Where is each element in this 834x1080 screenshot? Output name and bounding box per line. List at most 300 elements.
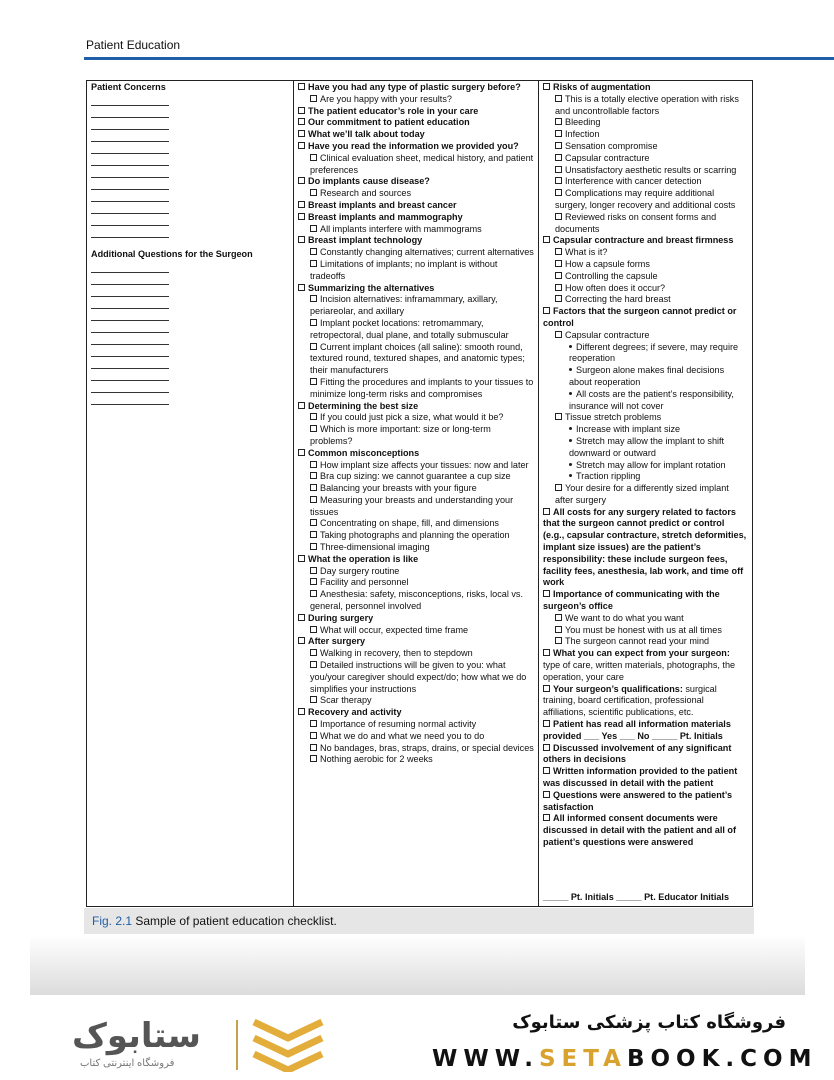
setabook-chevron-icon: [250, 1018, 326, 1072]
checklist-item: [543, 283, 748, 295]
concern-write-line[interactable]: [91, 142, 169, 154]
checkbox-icon[interactable]: [310, 590, 317, 597]
checkbox-icon[interactable]: [298, 284, 305, 291]
checkbox-icon[interactable]: [310, 378, 317, 385]
question-write-line[interactable]: [91, 285, 169, 297]
checklist-item: [543, 330, 748, 342]
checklist-item: [543, 129, 748, 141]
patient-notes-column: [87, 81, 293, 906]
checklist-item-text: Interference with cancer detection: [565, 176, 702, 187]
concern-write-line[interactable]: [91, 178, 169, 190]
checklist-item-text: Facility and personnel: [320, 577, 409, 588]
question-write-line[interactable]: [91, 381, 169, 393]
checklist-item: [298, 82, 534, 94]
checkbox-icon[interactable]: [298, 236, 305, 243]
checkbox-icon[interactable]: [310, 295, 317, 302]
checklist-item: [298, 188, 534, 200]
checkbox-icon[interactable]: [555, 614, 562, 621]
checkbox-icon[interactable]: [310, 225, 317, 232]
checklist-item: [543, 389, 748, 413]
checkbox-icon[interactable]: [310, 531, 317, 538]
checklist-item-text: Nothing aerobic for 2 weeks: [320, 754, 433, 765]
concern-write-line[interactable]: [91, 214, 169, 226]
checklist-item-text: This is a totally elective operation with risks and uncontrollable factors: [555, 93, 739, 116]
checklist-item: [298, 460, 534, 472]
checklist-item: [298, 294, 534, 318]
checklist-item: [298, 566, 534, 578]
checklist-item-text: Questions were answered to the patient’s satisfaction: [543, 789, 733, 812]
checklist-item-text: Which is more important: size or long-term problems?: [310, 424, 491, 446]
checkbox-icon[interactable]: [310, 425, 317, 432]
checkbox-icon[interactable]: [555, 637, 562, 644]
concern-write-line[interactable]: [91, 166, 169, 178]
checklist-item-text: Complications may require additional surgery, longer recovery and additional costs: [555, 188, 736, 210]
checklist-item: [298, 648, 534, 660]
checklist-item: [298, 719, 534, 731]
checklist-item: [298, 448, 534, 460]
checklist-item: [298, 483, 534, 495]
checklist-item: [543, 613, 748, 625]
checklist-item-text: Breast implants and breast cancer: [308, 199, 457, 210]
checklist-item: [298, 625, 534, 637]
checklist-item-text: Day surgery routine: [320, 565, 400, 576]
checkbox-icon[interactable]: [310, 649, 317, 656]
store-title: فروشگاه کتاب پزشکی ستابوک: [512, 1012, 786, 1033]
checklist-item-text: Sensation compromise: [565, 140, 658, 151]
checklist-item-text: What is it?: [565, 247, 608, 258]
checklist-item-text: Detailed instructions will be given to you: what you/your caregiver should expect/do; how what we do simplifies your instructions: [310, 660, 527, 694]
checklist-item: [543, 625, 748, 637]
url-part: WWW.: [432, 1046, 539, 1072]
checklist-item-text: Measuring your breasts and understanding your tissues: [310, 494, 514, 517]
checklist-item: [543, 294, 748, 306]
figure-number: Fig. 2.1: [92, 914, 133, 928]
checklist-item-text: Our commitment to patient education: [308, 117, 470, 128]
checklist-item-text: Breast implants and mammography: [308, 211, 463, 222]
checklist-item: [543, 483, 748, 507]
checklist-item: [298, 731, 534, 743]
checklist-item-text: The surgeon cannot read your mind: [565, 636, 710, 647]
checklist-item: [543, 436, 748, 460]
checklist-item-text: Are you happy with your results?: [320, 93, 452, 104]
checklist-item: [543, 271, 748, 283]
checklist-item-text: Research and sources: [320, 188, 411, 199]
checkbox-icon[interactable]: [310, 696, 317, 703]
page-shadow: [30, 935, 805, 995]
checklist-item-text: Stretch may allow for implant rotation: [576, 459, 726, 470]
checklist-item: [543, 306, 748, 330]
concern-write-line[interactable]: [91, 154, 169, 166]
checklist-item: [298, 577, 534, 589]
checkbox-icon[interactable]: [543, 508, 550, 515]
checkbox-icon[interactable]: [555, 118, 562, 125]
checklist-item-text: No bandages, bras, straps, drains, or special devices: [320, 742, 534, 753]
checklist-item: [543, 165, 748, 177]
checklist-item-text: Determining the best size: [308, 400, 419, 411]
checkbox-icon[interactable]: [310, 95, 317, 102]
checkbox-icon[interactable]: [555, 331, 562, 338]
checklist-item-text: After surgery: [308, 636, 366, 647]
checklist-item: [298, 235, 534, 247]
checkbox-icon[interactable]: [555, 248, 562, 255]
checklist-item-text: Common misconceptions: [308, 447, 420, 458]
checkbox-icon[interactable]: [310, 755, 317, 762]
checkbox-icon[interactable]: [310, 496, 317, 503]
checkbox-icon[interactable]: [310, 319, 317, 326]
checklist-item-text: Surgeon alone makes final decisions about reoperation: [569, 365, 725, 387]
checklist-item: [298, 224, 534, 236]
patient-concerns-lines: [91, 94, 289, 238]
question-write-line[interactable]: [91, 297, 169, 309]
url-accent: SETA: [538, 1046, 627, 1072]
checkbox-icon[interactable]: [298, 83, 305, 90]
concern-write-line[interactable]: [91, 190, 169, 202]
checkbox-icon[interactable]: [543, 590, 550, 597]
url-part: BOOK.COM: [626, 1046, 818, 1072]
checklist-item: [298, 660, 534, 695]
checklist-item: [543, 460, 748, 472]
checklist-item-text: The patient educator’s role in your care: [308, 105, 479, 116]
checklist-item: [298, 554, 534, 566]
checkbox-icon[interactable]: [543, 649, 550, 656]
checklist-item: [543, 259, 748, 271]
checklist-item: [298, 542, 534, 554]
checklist-item: [298, 743, 534, 755]
checkbox-icon[interactable]: [298, 708, 305, 715]
checkbox-icon[interactable]: [555, 142, 562, 149]
checklist-item-text: Tissue stretch problems: [565, 412, 662, 423]
running-header: Patient Education: [86, 38, 181, 52]
checklist-item-text: What you can expect from your surgeon:: [553, 648, 730, 659]
checkbox-icon[interactable]: [543, 307, 550, 314]
concern-write-line[interactable]: [91, 94, 169, 106]
question-write-line[interactable]: [91, 333, 169, 345]
checklist-item: [543, 365, 748, 389]
checkbox-icon[interactable]: [298, 130, 305, 137]
checklist-item: [543, 141, 748, 153]
checkbox-icon[interactable]: [543, 720, 550, 727]
checkbox-icon[interactable]: [555, 413, 562, 420]
checklist-item-text: Infection: [565, 129, 600, 140]
checklist-item-text: Risks of augmentation: [553, 82, 651, 92]
checkbox-icon[interactable]: [555, 260, 562, 267]
checklist-item-text: Patient has read all information materials provided ___ Yes ___ No _____ Pt. Initials: [543, 719, 731, 741]
checklist-item: [298, 518, 534, 530]
checklist-item: [543, 342, 748, 366]
checkbox-icon[interactable]: [555, 295, 562, 302]
checklist-item-text: Capsular contracture and breast firmness: [553, 235, 734, 246]
checklist-item: [298, 117, 534, 129]
checklist-item-text: Concentrating on shape, fill, and dimensions: [320, 518, 499, 529]
checkbox-icon[interactable]: [310, 626, 317, 633]
checklist-item: [298, 141, 534, 153]
checklist-item-text: What we do and what we need you to do: [320, 730, 485, 741]
checklist-item: [298, 754, 534, 766]
checklist-item-text: All informed consent documents were discussed in detail with the patient and all of patient’s questions were answered: [543, 813, 737, 847]
checklist-item: [543, 684, 748, 719]
checklist-item-text: Reviewed risks on consent forms and documents: [555, 211, 717, 234]
checklist-item-text: Bra cup sizing: we cannot guarantee a cup size: [320, 471, 511, 482]
checkbox-icon[interactable]: [555, 166, 562, 173]
checklist-item: [298, 401, 534, 413]
checklist-item-text: Recovery and activity: [308, 707, 402, 718]
checklist-item: [543, 424, 748, 436]
concern-write-line[interactable]: [91, 118, 169, 130]
checkbox-icon[interactable]: [543, 685, 550, 692]
checklist-item: [298, 342, 534, 377]
checklist-item: [298, 259, 534, 283]
checklist-item: [298, 707, 534, 719]
checklist-item-text: How implant size affects your tissues: now and later: [320, 459, 529, 470]
checkbox-icon[interactable]: [298, 449, 305, 456]
checkbox-icon[interactable]: [298, 107, 305, 114]
question-write-line[interactable]: [91, 369, 169, 381]
checklist-item-text: All costs for any surgery related to factors that the surgeon cannot predict or control (e.g., capsular contracture, stretch deformities, implant size issues) are the patient’s responsibility: these include surgeon fees, facility fees, anesthesia, lab work, and time off work: [543, 506, 747, 588]
bullet-icon: [569, 368, 572, 371]
checklist-item-text: How often does it occur?: [565, 282, 666, 293]
checklist-item-text: Importance of resuming normal activity: [320, 719, 477, 730]
checklist-item: [298, 613, 534, 625]
checklist-item: [298, 471, 534, 483]
checklist-item: [543, 790, 748, 814]
checkbox-icon[interactable]: [555, 213, 562, 220]
bullet-icon: [569, 345, 572, 348]
checklist-item: [543, 247, 748, 259]
checkbox-icon[interactable]: [543, 767, 550, 774]
checkbox-icon[interactable]: [310, 661, 317, 668]
checklist-item: [298, 200, 534, 212]
question-write-line[interactable]: [91, 321, 169, 333]
checklist-item: [543, 507, 748, 590]
checklist-item-text: Different degrees; if severe, may require reoperation: [569, 341, 739, 364]
checklist-item-text: During surgery: [308, 612, 374, 623]
concern-write-line[interactable]: [91, 202, 169, 214]
checkbox-icon[interactable]: [310, 519, 317, 526]
checkbox-icon[interactable]: [310, 484, 317, 491]
checklist-item-text: Controlling the capsule: [565, 270, 658, 281]
checkbox-icon[interactable]: [555, 484, 562, 491]
checkbox-icon[interactable]: [555, 626, 562, 633]
checklist-item-text: Fitting the procedures and implants to your tissues to minimize long-term risks and compromises: [310, 376, 534, 399]
checkbox-icon[interactable]: [310, 413, 317, 420]
checklist-item: [298, 106, 534, 118]
concern-write-line[interactable]: [91, 106, 169, 118]
checklist-item-text: Capsular contracture: [565, 152, 650, 163]
checkbox-icon[interactable]: [555, 189, 562, 196]
checklist-item-detail: surgical training, board certification, professional affiliations, scientific publications, etc.: [543, 683, 717, 718]
checklist-item: [543, 412, 748, 424]
checklist-item-text: What the operation is like: [308, 553, 419, 564]
checklist-item-text: Constantly changing alternatives; current alternatives: [320, 247, 534, 258]
checklist-item-text: Do implants cause disease?: [308, 176, 430, 187]
checklist-item: [543, 82, 748, 94]
checklist-item: [543, 813, 748, 848]
checklist-item-text: Your surgeon’s qualifications:: [553, 683, 683, 694]
checklist-item-text: Traction rippling: [576, 471, 641, 482]
checklist-item: [543, 743, 748, 767]
checklist-item: [543, 766, 748, 790]
checkbox-icon[interactable]: [298, 177, 305, 184]
risks-column: [538, 81, 752, 906]
checkbox-icon[interactable]: [310, 720, 317, 727]
checklist-item: [298, 695, 534, 707]
question-write-line[interactable]: [91, 309, 169, 321]
initials-line: _____ Pt. Initials _____ Pt. Educator Initials: [543, 892, 729, 903]
checklist-item-text: Increase with implant size: [576, 424, 681, 435]
checklist-item: [543, 719, 748, 743]
checklist-item-text: Importance of communicating with the surgeon’s office: [543, 589, 720, 612]
checklist-item: [298, 636, 534, 648]
checklist-item-text: Factors that the surgeon cannot predict or control: [543, 306, 737, 328]
header-rule: [84, 57, 834, 60]
checklist-item: [298, 94, 534, 106]
checkbox-icon[interactable]: [298, 555, 305, 562]
checklist-item: [298, 424, 534, 448]
checkbox-icon[interactable]: [298, 142, 305, 149]
checkbox-icon[interactable]: [298, 118, 305, 125]
logo-divider: [236, 1020, 238, 1070]
checkbox-icon[interactable]: [310, 472, 317, 479]
bullet-icon: [569, 463, 572, 466]
checklist-item-text: We want to do what you want: [565, 612, 684, 623]
checkbox-icon[interactable]: [298, 637, 305, 644]
checklist-item-text: Unsatisfactory aesthetic results or scarring: [565, 164, 737, 175]
checklist-item: [543, 212, 748, 236]
question-write-line[interactable]: [91, 357, 169, 369]
checkbox-icon[interactable]: [298, 402, 305, 409]
figure-caption: [92, 914, 337, 928]
checkbox-icon[interactable]: [555, 95, 562, 102]
checklist-item: [543, 153, 748, 165]
checklist-item-text: Three-dimensional imaging: [320, 542, 430, 553]
checkbox-icon[interactable]: [543, 236, 550, 243]
checklist-item: [543, 636, 748, 648]
checklist-item: [543, 471, 748, 483]
checklist-item-text: Have you had any type of plastic surgery before?: [308, 82, 521, 92]
bullet-icon: [569, 427, 572, 430]
checklist-item-text: Breast implant technology: [308, 235, 423, 246]
checklist-item-text: Summarizing the alternatives: [308, 282, 435, 293]
checklist-item-text: Have you read the information we provided you?: [308, 140, 519, 151]
checkbox-icon[interactable]: [310, 744, 317, 751]
checkbox-icon[interactable]: [310, 189, 317, 196]
checklist-item: [298, 212, 534, 224]
checkbox-icon[interactable]: [555, 284, 562, 291]
bullet-icon: [569, 474, 572, 477]
checklist-item-text: Written information provided to the patient was discussed in detail with the patient: [543, 766, 738, 789]
checklist-item: [298, 153, 534, 177]
setabook-logo-text: ستابوک: [72, 1017, 201, 1055]
checklist-item: [543, 94, 748, 118]
checklist-item-text: What will occur, expected time frame: [320, 624, 469, 635]
checklist-item-text: Correcting the hard breast: [565, 294, 671, 305]
checkbox-icon[interactable]: [555, 272, 562, 279]
checklist-item-text: Clinical evaluation sheet, medical history, and patient preferences: [310, 152, 534, 175]
checklist-item-text: All implants interfere with mammograms: [320, 223, 482, 234]
checkbox-icon[interactable]: [310, 567, 317, 574]
patient-concerns-label: Patient Concerns: [91, 82, 166, 92]
figure-caption-text: Sample of patient education checklist.: [135, 914, 337, 928]
checklist-item: [298, 530, 534, 542]
checklist-table: [86, 80, 753, 907]
checkbox-icon[interactable]: [310, 543, 317, 550]
checklist-item: [298, 283, 534, 295]
checklist-item: [298, 129, 534, 141]
checklist-item-text: Capsular contracture: [565, 329, 650, 340]
checklist-item-text: You must be honest with us at all times: [565, 624, 722, 635]
checklist-item-text: Scar therapy: [320, 695, 372, 706]
question-write-line[interactable]: [91, 261, 169, 273]
checklist-item: [543, 188, 748, 212]
bullet-icon: [569, 392, 572, 395]
checklist-item: [298, 495, 534, 519]
concern-write-line[interactable]: [91, 130, 169, 142]
checklist-item: [543, 235, 748, 247]
checklist-item: [298, 247, 534, 259]
checklist-item: [543, 117, 748, 129]
checklist-item-text: Current implant choices (all saline): smooth round, textured round, textured shapes, and anatomic types; their manufacturers: [310, 341, 525, 376]
checklist-item: [298, 412, 534, 424]
checklist-item-text: Incision alternatives: inframammary, axillary, periareolar, and axillary: [310, 294, 498, 317]
checkbox-icon[interactable]: [543, 814, 550, 821]
checkbox-icon[interactable]: [298, 201, 305, 208]
checkbox-icon[interactable]: [555, 177, 562, 184]
checkbox-icon[interactable]: [555, 130, 562, 137]
question-write-line[interactable]: [91, 345, 169, 357]
checklist-item-text: Balancing your breasts with your figure: [320, 483, 477, 494]
checkbox-icon[interactable]: [555, 154, 562, 161]
checkbox-icon[interactable]: [310, 260, 317, 267]
checklist-item: [298, 318, 534, 342]
setabook-logo-subtitle: فروشگاه اینترنتی کتاب: [80, 1058, 175, 1069]
checklist-item: [298, 176, 534, 188]
checklist-item-detail: type of care, written materials, photographs, the operation, your care: [543, 660, 736, 682]
checklist-item-text: Implant pocket locations: retromammary, retropectoral, dual plane, and totally submuscular: [310, 317, 509, 340]
checkbox-icon[interactable]: [310, 154, 317, 161]
bullet-icon: [569, 439, 572, 442]
checkbox-icon[interactable]: [298, 614, 305, 621]
question-write-line[interactable]: [91, 273, 169, 285]
checkbox-icon[interactable]: [310, 461, 317, 468]
checklist-item: [543, 176, 748, 188]
checkbox-icon[interactable]: [310, 248, 317, 255]
checklist-item-text: Bleeding: [565, 117, 601, 128]
checkbox-icon[interactable]: [298, 213, 305, 220]
checkbox-icon[interactable]: [310, 343, 317, 350]
checklist-item-text: All costs are the patient’s responsibility, insurance will not cover: [569, 388, 734, 411]
checklist-item-text: Stretch may allow the implant to shift downward or outward: [569, 435, 725, 458]
checkbox-icon[interactable]: [543, 744, 550, 751]
store-url: [432, 1046, 817, 1072]
checklist-item-text: Limitations of implants; no implant is without tradeoffs: [310, 258, 498, 281]
checkbox-icon[interactable]: [543, 791, 550, 798]
checklist-item: [298, 589, 534, 613]
checklist-item-text: Walking in recovery, then to stepdown: [320, 648, 473, 659]
checkbox-icon[interactable]: [310, 578, 317, 585]
checkbox-icon[interactable]: [543, 83, 550, 90]
checklist-item-text: Taking photographs and planning the operation: [320, 530, 510, 541]
checklist-item-text: Anesthesia: safety, misconceptions, risks, local vs. general, personnel involved: [310, 589, 524, 612]
checklist-item-text: If you could just pick a size, what would it be?: [320, 412, 504, 423]
additional-questions-label: Additional Questions for the Surgeon: [91, 248, 253, 259]
concern-write-line[interactable]: [91, 226, 169, 238]
question-write-line[interactable]: [91, 393, 169, 405]
checkbox-icon[interactable]: [310, 732, 317, 739]
additional-questions-lines: [91, 261, 289, 405]
checklist-item-text: Discussed involvement of any significant others in decisions: [543, 742, 732, 765]
checklist-item: [543, 648, 748, 683]
checklist-item-text: How a capsule forms: [565, 258, 650, 269]
